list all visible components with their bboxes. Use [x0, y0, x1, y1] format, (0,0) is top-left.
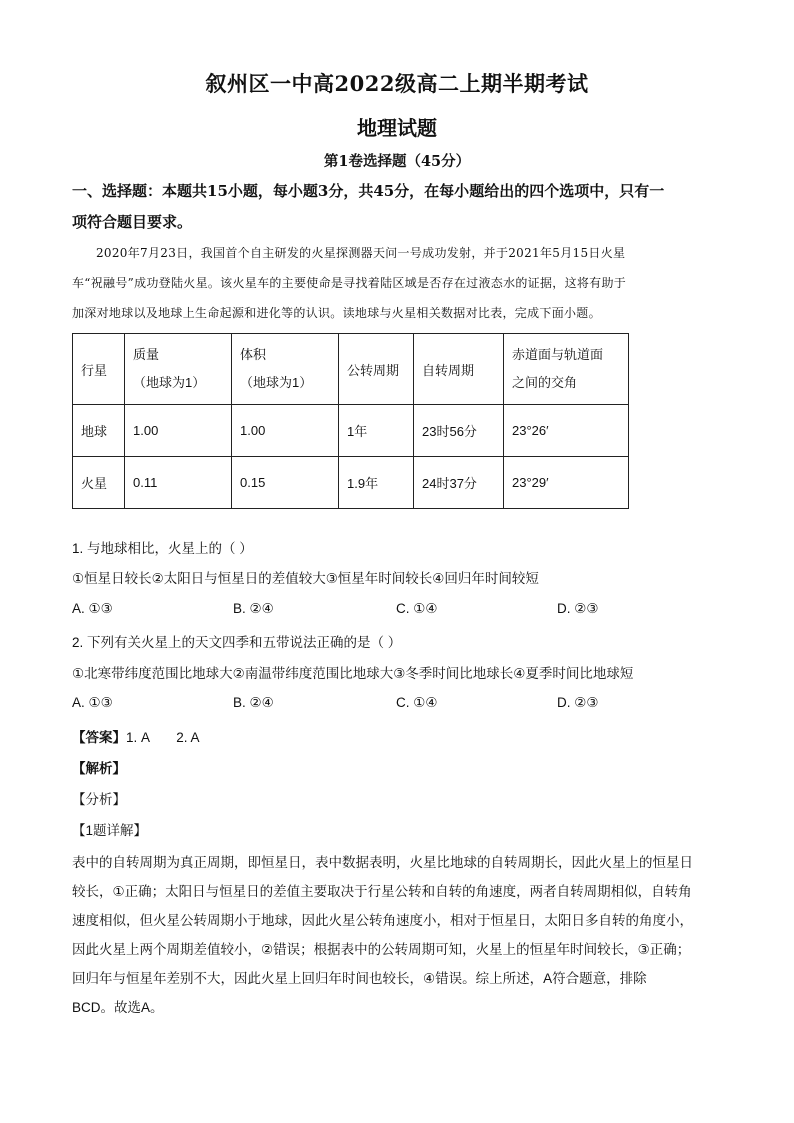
exam-title: 叙州区一中高2022级高二上期半期考试: [205, 71, 589, 96]
cell-rotation: 23时56分: [414, 405, 504, 457]
cell-planet: 火星: [73, 457, 125, 509]
cell-mass: 0.11: [125, 457, 232, 509]
header-volume: [232, 334, 339, 405]
answer-2: 2. A: [176, 730, 200, 745]
q1-option-a: A. ①③: [72, 601, 113, 616]
q2-option-c: C. ①④: [396, 695, 438, 710]
q2-option-b: B. ②④: [233, 695, 274, 710]
q1-option-c: C. ①④: [396, 601, 438, 616]
intro-line3: 加深对地球以及地球上生命起源和进化等的认识。读地球与火星相关数据对比表，完成下面小题。: [72, 306, 601, 320]
analysis-label: 【解析】: [72, 761, 126, 776]
q2-option-d: D. ②③: [557, 695, 599, 710]
cell-tilt: 23°26′: [504, 405, 629, 457]
q1-stem: 1. 与地球相比，火星上的（ ）: [72, 541, 253, 556]
explanation-line: 速度相似，但火星公转周期小于地球，因此火星公转角速度小，相对于恒星日，太阳日多自转的角度小，: [72, 913, 693, 928]
q2-option-a: A. ①③: [72, 695, 113, 710]
header-mass: [125, 334, 232, 405]
q2-stem: 2. 下列有关火星上的天文四季和五带说法正确的是（ ）: [72, 635, 402, 650]
detail-label: 【1题详解】: [72, 823, 148, 838]
explanation-paragraph: [72, 848, 722, 1022]
header-tilt-line1: 赤道面与轨道面: [512, 347, 604, 362]
header-mass-line2: （地球为1）: [133, 375, 206, 390]
cell-planet: 地球: [73, 405, 125, 457]
table-header-row: [73, 334, 629, 405]
q2-statements: ①北寒带纬度范围比地球大②南温带纬度范围比地球大③冬季时间比地球长④夏季时间比地球短: [72, 666, 634, 681]
answer-line: [72, 726, 200, 746]
header-planet: 行星: [73, 334, 125, 405]
answer-1: 1. A: [126, 730, 151, 745]
table-row: [73, 405, 629, 457]
header-rotation: 自转周期: [414, 334, 504, 405]
subject-title: 地理试题: [357, 116, 437, 140]
q1-option-b: B. ②④: [233, 601, 274, 616]
cell-rotation: 24时37分: [414, 457, 504, 509]
answer-label: 【答案】: [72, 730, 126, 745]
intro-passage: [72, 238, 724, 328]
section-heading-line2: 项符合题目要求。: [72, 213, 193, 231]
section-heading: [72, 176, 724, 238]
fenxi-label: 【分析】: [72, 792, 126, 807]
header-tilt: [504, 334, 629, 405]
table-row: [73, 457, 629, 509]
planet-comparison-table: [72, 333, 629, 509]
q1-option-d: D. ②③: [557, 601, 599, 616]
header-volume-line2: （地球为1）: [240, 375, 313, 390]
cell-tilt: 23°29′: [504, 457, 629, 509]
cell-mass: 1.00: [125, 405, 232, 457]
header-revolution: 公转周期: [339, 334, 414, 405]
explanation-line: BCD。故选A。: [72, 1000, 164, 1015]
header-tilt-line2: 之间的交角: [512, 375, 578, 390]
intro-line1: 2020年7月23日，我国首个自主研发的火星探测器天问一号成功发射，并于2021年5月15日火星: [96, 246, 626, 260]
cell-volume: 0.15: [232, 457, 339, 509]
q1-statements: ①恒星日较长②太阳日与恒星日的差值较大③恒星年时间较长④回归年时间较短: [72, 571, 539, 586]
header-mass-line1: 质量: [133, 347, 160, 362]
header-volume-line1: 体积: [240, 347, 267, 362]
explanation-line: 回归年与恒星年差别不大，因此火星上回归年时间也较长，④错误。综上所述，A符合题意，排除: [72, 971, 647, 986]
section-heading-line1: 一、选择题：本题共15小题，每小题3分，共45分，在每小题给出的四个选项中，只有一: [72, 182, 665, 200]
cell-volume: 1.00: [232, 405, 339, 457]
cell-revolution: 1年: [339, 405, 414, 457]
explanation-line: 较长，①正确；太阳日与恒星日的差值主要取决于行星公转和自转的角速度，两者自转周期相似，自转角: [72, 884, 692, 899]
part-heading: 第1卷选择题（45分）: [323, 153, 471, 170]
intro-line2: 车“祝融号”成功登陆火星。该火星车的主要使命是寻找着陆区域是否存在过液态水的证据，这将有助于: [72, 276, 627, 290]
cell-revolution: 1.9年: [339, 457, 414, 509]
explanation-line: 因此火星上两个周期差值较小，②错误；根据表中的公转周期可知，火星上的恒星年时间较长，③正确；: [72, 942, 691, 957]
explanation-line: 表中的自转周期为真正周期，即恒星日，表中数据表明，火星比地球的自转周期长，因此火星上的恒星日: [72, 855, 693, 870]
